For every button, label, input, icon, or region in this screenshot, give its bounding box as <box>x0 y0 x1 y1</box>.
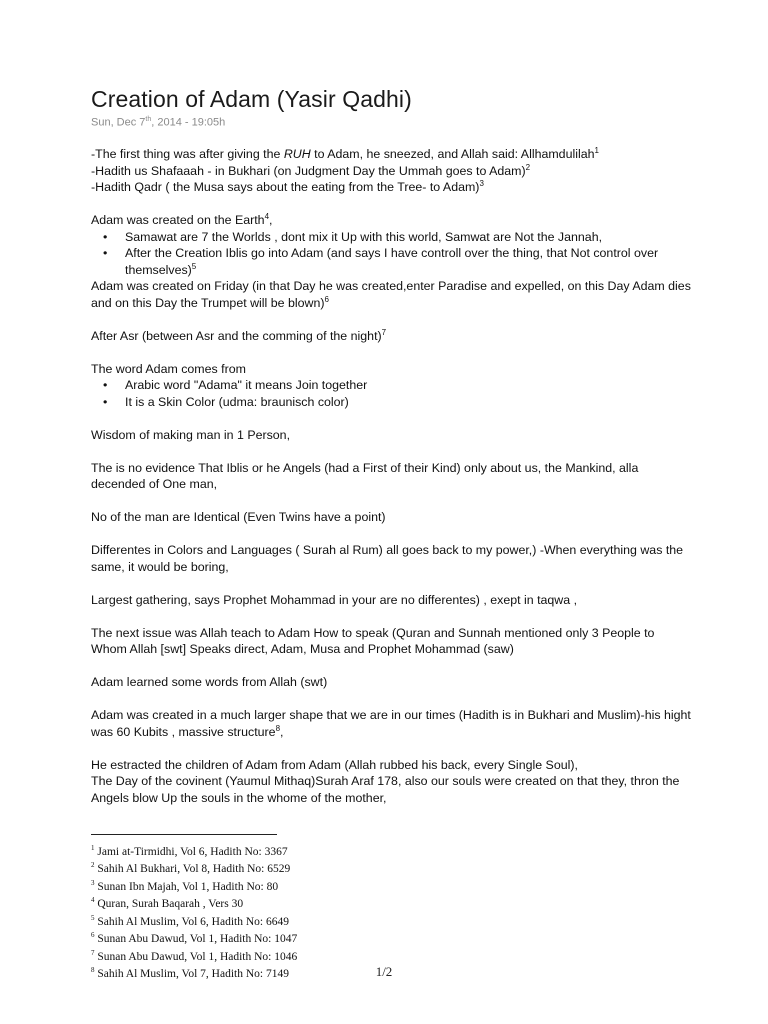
footnote-ref[interactable]: 1 <box>594 145 599 155</box>
bullet-list-adam <box>91 377 691 410</box>
paragraph-asr <box>91 328 691 345</box>
date-suffix: , 2014 - 19:05h <box>151 116 226 129</box>
text-run: After Asr (between Asr and the comming of the night) <box>91 328 382 343</box>
spacer <box>91 740 691 757</box>
footnote-item <box>91 842 591 859</box>
footnote-number: 6 <box>91 931 95 940</box>
footnote-number: 3 <box>91 878 95 887</box>
paragraph-words: Adam learned some words from Allah (swt) <box>91 675 328 689</box>
paragraph-word-adam: The word Adam comes from <box>91 361 246 376</box>
spacer <box>91 608 691 625</box>
footnote-item <box>91 859 591 876</box>
paragraph-evidence: The is no evidence That Iblis or he Angels (had a First of their Kind) only about us, the Mankind, alla decended of One man, <box>91 460 639 491</box>
paragraph-children: He estracted the children of Adam from Adam (Allah rubbed his back, every Single Soul), <box>91 757 578 772</box>
page-number: 1/2 <box>375 964 393 979</box>
footnote-ref[interactable]: 3 <box>479 178 484 188</box>
list-item-text: It is a Skin Color (udma: braunisch color) <box>125 394 349 409</box>
spacer <box>91 311 691 328</box>
spacer <box>91 658 691 675</box>
footnote-ref[interactable]: 5 <box>191 261 197 271</box>
spacer <box>91 691 691 708</box>
paragraph-identical: No of the man are Identical (Even Twins have a point) <box>91 510 386 524</box>
list-item <box>91 394 691 411</box>
footnote-number: 4 <box>91 896 95 905</box>
bullet-icon: • <box>103 246 108 260</box>
spacer <box>91 493 691 510</box>
timestamp <box>91 116 225 129</box>
text-run: -Hadith Qadr ( the Musa says about the eating from the Tree- to Adam) <box>91 180 480 194</box>
text-run: -The first thing was after giving the <box>91 147 284 161</box>
footnote-text: Quran, Surah Baqarah , Vers 30 <box>94 898 244 911</box>
footnote-item <box>91 947 591 964</box>
bullet-list-earth <box>91 229 691 279</box>
footnote-ref[interactable]: 8 <box>275 723 281 733</box>
footnote-divider <box>91 834 277 835</box>
footnote-text: Sunan Abu Dawud, Vol 1, Hadith No: 1047 <box>94 932 298 945</box>
list-item-text: Arabic word "Adama" it means Join together <box>125 378 368 392</box>
footnote-ref[interactable]: 2 <box>525 162 531 172</box>
paragraph-covinent: The Day of the covinent (Yaumul Mithaq)Surah Araf 178, also our souls were created on that they, thron the Angels blow Up the souls in the whome of the mother, <box>91 774 680 805</box>
text-run: , <box>269 213 273 227</box>
text-run: -Hadith us Shafaaah - in Bukhari (on Judgment Day the Ummah goes to Adam) <box>91 163 526 178</box>
footnote-ref[interactable]: 4 <box>264 211 270 221</box>
date-ordinal: th <box>145 116 152 123</box>
spacer <box>91 443 691 460</box>
footnote-number: 2 <box>91 861 95 870</box>
footnote-text: Sahih Al Muslim, Vol 7, Hadith No: 7149 <box>94 967 289 980</box>
paragraph-shafaaah <box>91 163 691 180</box>
footnote-item <box>91 877 591 894</box>
footnote-text: Sunan Ibn Majah, Vol 1, Hadith No: 80 <box>94 880 279 893</box>
bullet-icon: • <box>103 229 108 244</box>
list-item <box>91 245 691 278</box>
text-run: , <box>280 724 284 739</box>
footnote-text: Jami at-Tirmidhi, Vol 6, Hadith No: 3367 <box>94 845 288 858</box>
paragraph-friday <box>91 278 691 311</box>
footnote-number: 1 <box>91 844 95 852</box>
text-run: Adam was created on the Earth <box>91 213 265 227</box>
spacer <box>91 575 691 592</box>
list-item-text: After the Creation Iblis go into Adam (and says I have controll over the thing, that Not control over themselves) <box>125 246 659 277</box>
bullet-icon: • <box>103 378 108 392</box>
paragraph-gathering: Largest gathering, says Prophet Mohammad in your are no differentes) , exept in taqwa , <box>91 592 578 607</box>
text-run: Adam was created in a much larger shape that we are in our times (Hadith is in Bukhari and Muslim)-his hight was 60 Kubits , massive structure <box>91 708 691 739</box>
spacer <box>91 526 691 543</box>
text-run: Adam was created on Friday (in that Day he was created,enter Paradise and expelled, on this Day Adam dies and on this Day the Trumpet will be blown) <box>91 279 691 310</box>
spacer <box>91 344 691 361</box>
italic-term: RUH <box>283 147 311 161</box>
text-run: to Adam, he sneezed, and Allah said: Allhamdulilah <box>310 147 595 161</box>
paragraph-speak: The next issue was Allah teach to Adam How to speak (Quran and Sunnah mentioned only 3 People to Whom Allah [swt] Speaks direct, Adam, Musa and Prophet Mohammad (saw) <box>91 625 655 656</box>
footnote-number: 8 <box>91 965 95 974</box>
list-item-text: Samawat are 7 the Worlds , dont mix it Up with this world, Samwat are Not the Jannah, <box>125 229 603 244</box>
paragraph-ruh <box>91 146 691 163</box>
footnote-item <box>91 894 591 911</box>
date-prefix: Sun, Dec 7 <box>91 116 146 129</box>
bullet-icon: • <box>103 394 108 409</box>
footnote-number: 7 <box>91 948 95 957</box>
spacer <box>91 410 691 427</box>
paragraph-earth <box>91 212 691 229</box>
footnote-text: Sahih Al Muslim, Vol 6, Hadith No: 6649 <box>94 915 289 928</box>
paragraph-wisdom: Wisdom of making man in 1 Person, <box>91 427 291 442</box>
paragraph-differentes: Differentes in Colors and Languages ( Surah al Rum) all goes back to my power,) -When everything was the same, it would be boring, <box>91 543 684 574</box>
page-title: Creation of Adam (Yasir Qadhi) <box>91 86 412 112</box>
footnote-text: Sahih Al Bukhari, Vol 8, Hadith No: 6529 <box>94 863 291 876</box>
paragraph-qadr <box>91 179 691 196</box>
list-item <box>91 229 691 246</box>
footnote-number: 5 <box>91 913 95 922</box>
footnote-ref[interactable]: 7 <box>381 327 387 337</box>
footnote-item <box>91 912 591 929</box>
footnote-text: Sunan Abu Dawud, Vol 1, Hadith No: 1046 <box>94 950 298 963</box>
list-item <box>91 377 691 394</box>
footnotes <box>91 842 591 981</box>
footnote-ref[interactable]: 6 <box>324 294 329 304</box>
footnote-item <box>91 929 591 946</box>
document-body <box>91 146 691 806</box>
spacer <box>91 196 691 213</box>
paragraph-shape <box>91 707 691 740</box>
